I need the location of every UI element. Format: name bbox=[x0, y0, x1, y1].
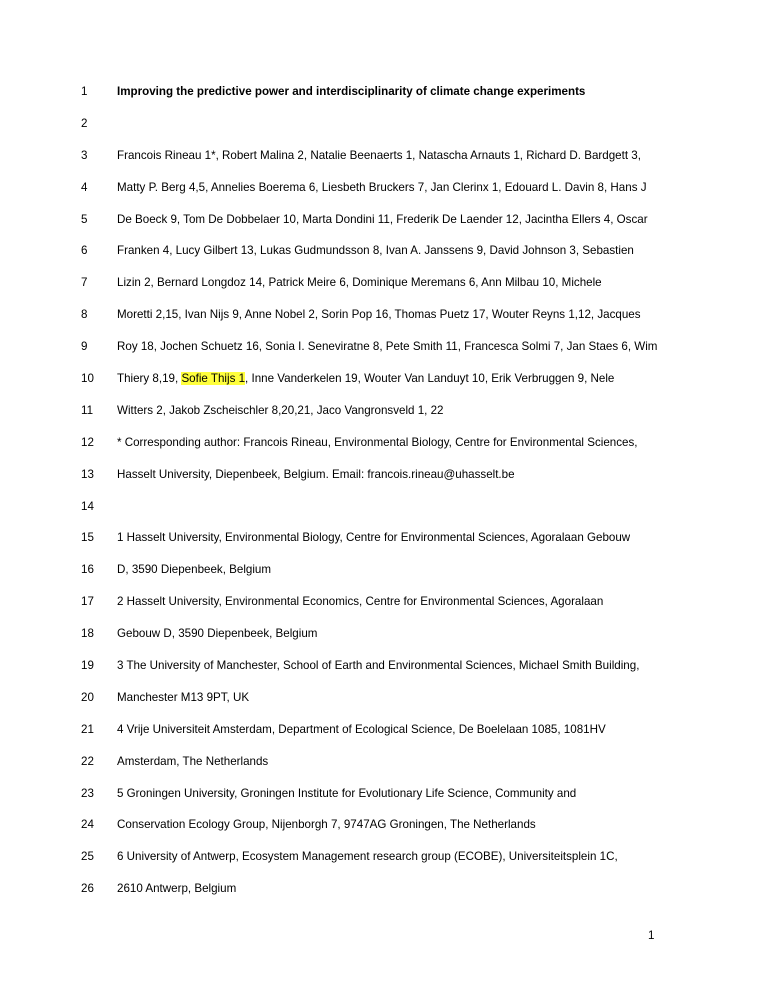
author-list-line bbox=[117, 368, 614, 390]
text-line-14 bbox=[0, 496, 773, 528]
line-number: 5 bbox=[81, 212, 88, 226]
text-line-25 bbox=[0, 846, 773, 878]
author-list-line: De Boeck 9, Tom De Dobbelaer 10, Marta Dondini 11, Frederik De Laender 12, Jacintha Ellers 4, Oscar bbox=[117, 212, 648, 226]
affiliation-line: Amsterdam, The Netherlands bbox=[117, 754, 269, 768]
text-line-4 bbox=[0, 177, 773, 209]
text-line-10 bbox=[0, 368, 773, 400]
author-list-line: Moretti 2,15, Ivan Nijs 9, Anne Nobel 2, Sorin Pop 16, Thomas Puetz 17, Wouter Reyns 1,12, Jacques bbox=[117, 308, 641, 322]
line-number: 25 bbox=[81, 850, 94, 864]
paper-title: Improving the predictive power and interdisciplinarity of climate change experiments bbox=[117, 85, 586, 98]
corresponding-author-line: * Corresponding author: Francois Rineau, Environmental Biology, Centre for Environmental Sciences, bbox=[117, 435, 638, 449]
line-number: 3 bbox=[81, 148, 88, 162]
affiliation-line: Gebouw D, 3590 Diepenbeek, Belgium bbox=[117, 627, 318, 641]
line-number: 19 bbox=[81, 659, 94, 673]
text-line-13 bbox=[0, 464, 773, 496]
line-numbered-text bbox=[0, 81, 773, 910]
line-number: 11 bbox=[81, 403, 94, 417]
text-line-17 bbox=[0, 591, 773, 623]
text-line-5 bbox=[0, 209, 773, 241]
text-line-3 bbox=[0, 145, 773, 177]
line-number: 17 bbox=[81, 595, 94, 609]
author-list-line: Francois Rineau 1*, Robert Malina 2, Natalie Beenaerts 1, Natascha Arnauts 1, Richard D. Bardgett 3, bbox=[117, 148, 641, 162]
line-number: 8 bbox=[81, 308, 88, 322]
line-number: 23 bbox=[81, 786, 94, 800]
line-number: 24 bbox=[81, 818, 94, 832]
text-line-9 bbox=[0, 336, 773, 368]
text-line-6 bbox=[0, 240, 773, 272]
author-list-line: Lizin 2, Bernard Longdoz 14, Patrick Meire 6, Dominique Meremans 6, Ann Milbau 10, Michele bbox=[117, 276, 602, 290]
text-line-12 bbox=[0, 432, 773, 464]
text-line-11 bbox=[0, 400, 773, 432]
line-number: 1 bbox=[81, 85, 88, 98]
text-line-24 bbox=[0, 814, 773, 846]
line-number: 4 bbox=[81, 180, 88, 194]
affiliation-line: 5 Groningen University, Groningen Institute for Evolutionary Life Science, Community and bbox=[117, 786, 577, 800]
line-number: 10 bbox=[81, 372, 94, 386]
text-line-19 bbox=[0, 655, 773, 687]
line-number: 20 bbox=[81, 690, 94, 704]
corresponding-author-line: Hasselt University, Diepenbeek, Belgium. Email: francois.rineau@uhasselt.be bbox=[117, 467, 515, 481]
line-text-after-highlight: , Inne Vanderkelen 19, Wouter Van Landuyt 10, Erik Verbruggen 9, Nele bbox=[245, 372, 615, 386]
highlighted-author-name: Sofie Thijs 1 bbox=[181, 372, 246, 386]
affiliation-line: 2610 Antwerp, Belgium bbox=[117, 882, 237, 896]
line-number: 9 bbox=[81, 340, 88, 354]
line-number: 6 bbox=[81, 244, 88, 258]
line-number: 7 bbox=[81, 276, 88, 290]
line-number: 18 bbox=[81, 627, 94, 641]
text-line-2 bbox=[0, 113, 773, 145]
affiliation-line: 6 University of Antwerp, Ecosystem Management research group (ECOBE), Universiteitsplein 1C, bbox=[117, 850, 618, 864]
line-number: 21 bbox=[81, 722, 94, 736]
text-line-8 bbox=[0, 304, 773, 336]
affiliation-line: D, 3590 Diepenbeek, Belgium bbox=[117, 563, 272, 577]
text-line-16 bbox=[0, 559, 773, 591]
text-line-18 bbox=[0, 623, 773, 655]
line-number: 13 bbox=[81, 467, 94, 481]
author-list-line: Roy 18, Jochen Schuetz 16, Sonia I. Seneviratne 8, Pete Smith 11, Francesca Solmi 7, Jan Staes 6, Wim bbox=[117, 340, 658, 354]
affiliation-line: Manchester M13 9PT, UK bbox=[117, 690, 250, 704]
affiliation-line: 2 Hasselt University, Environmental Economics, Centre for Environmental Sciences, Agoralaan bbox=[117, 595, 604, 609]
text-line-22 bbox=[0, 751, 773, 783]
line-text-before-highlight: Thiery 8,19, bbox=[117, 372, 182, 386]
affiliation-line: 4 Vrije Universiteit Amsterdam, Department of Ecological Science, De Boelelaan 1085, 1081HV bbox=[117, 722, 606, 736]
text-line-21 bbox=[0, 719, 773, 751]
line-number: 12 bbox=[81, 435, 94, 449]
author-list-line: Franken 4, Lucy Gilbert 13, Lukas Gudmundsson 8, Ivan A. Janssens 9, David Johnson 3, Sebastien bbox=[117, 244, 634, 258]
text-line-7 bbox=[0, 272, 773, 304]
line-number: 15 bbox=[81, 531, 94, 545]
text-line-26 bbox=[0, 878, 773, 910]
text-line-1 bbox=[0, 81, 773, 113]
line-number: 16 bbox=[81, 563, 94, 577]
affiliation-line: Conservation Ecology Group, Nijenborgh 7, 9747AG Groningen, The Netherlands bbox=[117, 818, 536, 832]
line-number: 26 bbox=[81, 882, 94, 896]
line-number: 2 bbox=[81, 116, 88, 130]
line-number: 14 bbox=[81, 499, 94, 513]
text-line-20 bbox=[0, 687, 773, 719]
text-line-15 bbox=[0, 527, 773, 559]
text-line-23 bbox=[0, 783, 773, 815]
line-number: 22 bbox=[81, 754, 94, 768]
author-list-line: Matty P. Berg 4,5, Annelies Boerema 6, Liesbeth Bruckers 7, Jan Clerinx 1, Edouard L. Davin 8, Hans J bbox=[117, 180, 647, 194]
affiliation-line: 1 Hasselt University, Environmental Biology, Centre for Environmental Sciences, Agoralaan Gebouw bbox=[117, 531, 631, 545]
page-number: 1 bbox=[648, 929, 655, 942]
author-list-line: Witters 2, Jakob Zscheischler 8,20,21, Jaco Vangronsveld 1, 22 bbox=[117, 403, 444, 417]
affiliation-line: 3 The University of Manchester, School of Earth and Environmental Sciences, Michael Smith Building, bbox=[117, 659, 640, 673]
